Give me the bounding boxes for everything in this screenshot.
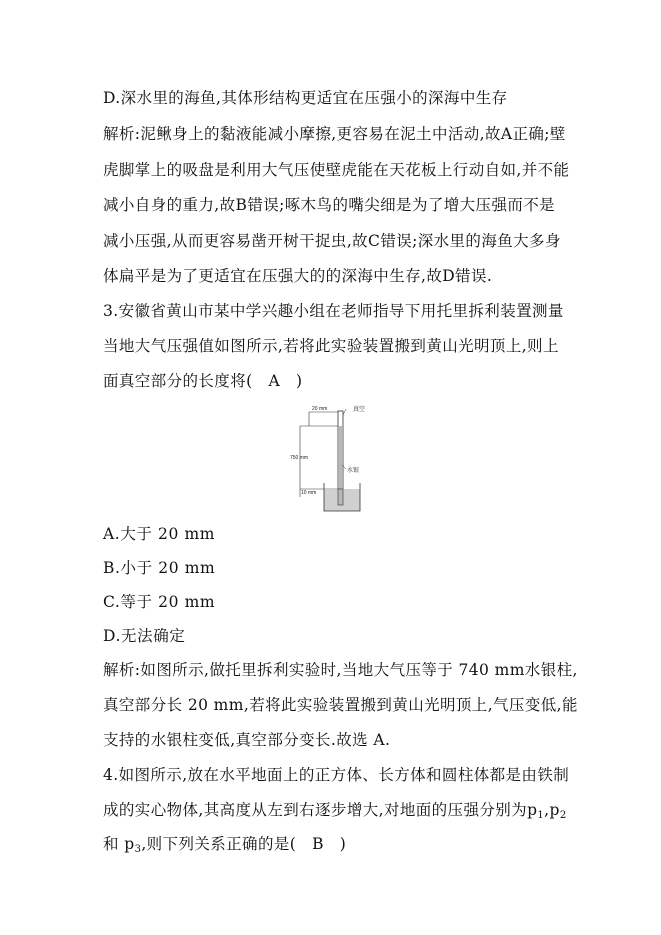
option-d-q2: D.深水里的海鱼,其体形结构更适宜在压强小的深海中生存 bbox=[103, 89, 508, 107]
label-vacuum: 真空 bbox=[353, 406, 366, 413]
analysis-q2-line1: 解析:泥鳅身上的黏液能减小摩擦,更容易在泥土中活动,故A正确;壁 bbox=[103, 125, 566, 143]
option-a: A.大于 20 mm bbox=[103, 525, 216, 543]
torricelli-apparatus-figure bbox=[290, 397, 366, 517]
analysis-q2-line3: 减小自身的重力,故B错误;啄木鸟的嘴尖细是为了增大压强而不是 bbox=[103, 196, 556, 214]
question-4-line2-text: 成的实心物体,其高度从左到右逐步增大,对地面的压强分别为 bbox=[103, 801, 528, 819]
analysis-q2-line5: 体扁平是为了更适宜在压强大的的深海中生存,故D错误. bbox=[103, 267, 493, 285]
option-b: B.小于 20 mm bbox=[103, 559, 216, 577]
pressure-p2: $p_2$ bbox=[549, 801, 567, 821]
question-3-line1: 3.安徽省黄山市某中学兴趣小组在老师指导下用托里拆利装置测量 bbox=[103, 302, 564, 320]
pressure-p3: $p_3$ bbox=[124, 835, 142, 855]
question-3-line2: 当地大气压强值如图所示,若将此实验装置搬到黄山光明顶上,则上 bbox=[103, 337, 559, 355]
label-10mm: 10 mm bbox=[301, 490, 317, 496]
analysis-q2-line4: 减小压强,从而更容易凿开树干捉虫,故C错误;深水里的海鱼大多身 bbox=[103, 232, 561, 250]
question-4-line3: 和 $p_3$,则下列关系正确的是( B ) bbox=[103, 835, 347, 855]
option-c: C.等于 20 mm bbox=[103, 593, 216, 611]
analysis-q3-line1: 解析:如图所示,做托里拆利实验时,当地大气压等于 740 mm水银柱, bbox=[103, 661, 578, 679]
label-750mm: 750 mm bbox=[290, 455, 309, 461]
question-3-line3: 面真空部分的长度将( A ) bbox=[103, 372, 303, 390]
question-4-line2: 成的实心物体,其高度从左到右逐步增大,对地面的压强分别为$p_1,p_2$ bbox=[103, 801, 567, 821]
label-20mm: 20 mm bbox=[312, 406, 328, 412]
analysis-q3-line2: 真空部分长 20 mm,若将此实验装置搬到黄山光明顶上,气压变低,能 bbox=[103, 696, 578, 714]
tube-in-trough bbox=[338, 489, 343, 505]
label-mercury: 水银 bbox=[347, 467, 360, 474]
analysis-q2-line2: 虎脚掌上的吸盘是利用大气压使壁虎能在天花板上行动自如,并不能 bbox=[103, 161, 570, 179]
question-4-line1: 4.如图所示,放在水平地面上的正方体、长方体和圆柱体都是由铁制 bbox=[103, 766, 570, 784]
analysis-q3-line3: 支持的水银柱变低,真空部分变长.故选 A. bbox=[103, 731, 391, 749]
option-d: D.无法确定 bbox=[103, 627, 186, 645]
pressure-p1: $p_1$ bbox=[527, 801, 545, 821]
